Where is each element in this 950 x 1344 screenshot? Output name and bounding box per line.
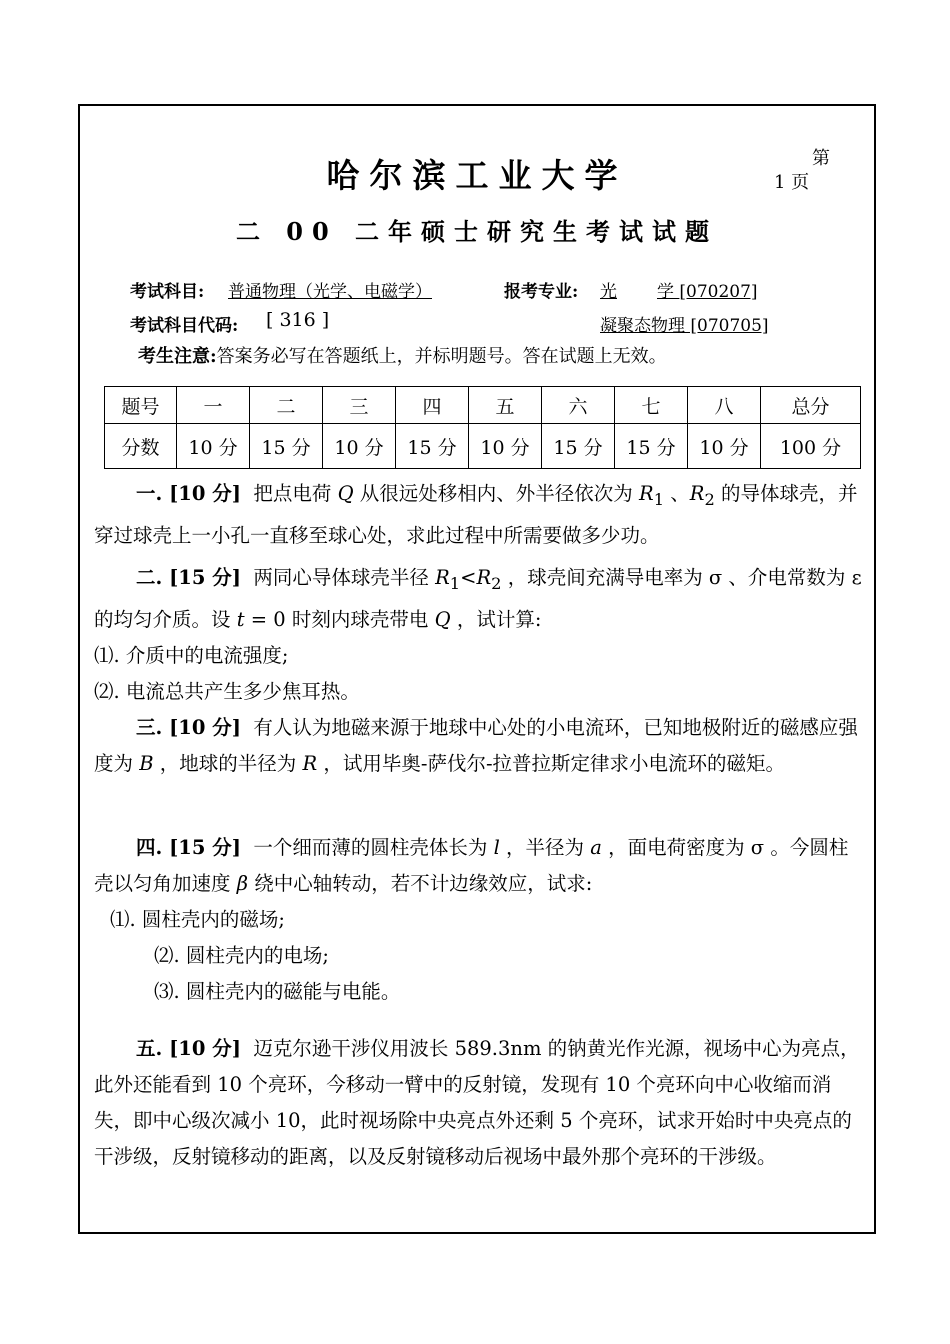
university-title: 哈尔滨工业大学 [326, 156, 628, 195]
exam-title: 二 00 二年硕士研究生考试试题 [235, 217, 719, 246]
table-cell: 15 分 [542, 424, 615, 469]
table-cell: 二 [250, 387, 323, 424]
variable: R [639, 482, 654, 505]
page-number: 1 页 [774, 172, 810, 193]
question-text: 的导体球壳，并穿过球壳上一小孔一直移至球心处，求此过程中所需要做多少功。 [94, 482, 858, 547]
table-cell: 一 [177, 387, 250, 424]
variable: l [493, 836, 500, 859]
variable: β [236, 872, 248, 895]
question-text: 绕中心轴转动，若不计边缘效应，试求: [254, 872, 593, 895]
variable: R [302, 752, 318, 775]
question-1-head: 一. [10 分] [136, 482, 241, 505]
question-3-head: 三. [10 分] [136, 716, 241, 739]
table-cell: 10 分 [469, 424, 542, 469]
variable: t [236, 607, 245, 631]
table-cell: 10 分 [177, 424, 250, 469]
code-label: 考试科目代码: [130, 316, 239, 336]
major-label: 报考专业: [504, 282, 579, 302]
score-table-header-row [105, 387, 861, 424]
question-text: ，半径为 [506, 836, 585, 859]
subscript: 1 [653, 489, 665, 509]
question-2-sub-1: ⑴. 介质中的电流强度; [94, 643, 289, 667]
subscript: 2 [704, 489, 715, 509]
question-3 [94, 710, 864, 782]
variable: R [476, 566, 492, 589]
question-text: 有人认为地磁来源于地球中心处的小电流环，已知地极附近的磁感应强度为 [94, 716, 858, 775]
subscript: 1 [449, 573, 461, 593]
question-text: < [460, 566, 477, 589]
table-cell: 八 [688, 387, 761, 424]
question-text: 、 [670, 482, 690, 505]
variable: Q [337, 482, 354, 505]
question-5-head: 五. [10 分] [136, 1037, 241, 1060]
major-1 [600, 277, 776, 302]
table-cell: 10 分 [323, 424, 396, 469]
question-4-sub-2: ⑵. 圆柱壳内的电场; [154, 944, 329, 967]
question-4-head: 四. [15 分] [136, 836, 241, 859]
variable: Q [434, 607, 451, 631]
table-cell: 15 分 [396, 424, 469, 469]
table-cell: 三 [323, 387, 396, 424]
question-text: 一个细而薄的圆柱壳体长为 [253, 836, 488, 859]
question-text: 从很远处移相内、外半径依次为 [359, 482, 633, 505]
score-table-score-row [105, 424, 861, 469]
question-text: = 0 时刻内球壳带电 [250, 607, 429, 631]
major-1-name: 光 [600, 282, 617, 302]
table-cell: 七 [615, 387, 688, 424]
table-cell: 四 [396, 387, 469, 424]
page-number-prefix: 第 [812, 148, 830, 169]
question-5 [94, 1031, 864, 1175]
table-cell: 15 分 [250, 424, 323, 469]
question-text: 两同心导体球壳半径 [253, 566, 429, 589]
table-cell: 分数 [105, 424, 177, 469]
subject-label: 考试科目: [130, 282, 205, 302]
table-cell: 题号 [105, 387, 177, 424]
subject-value: 普通物理（光学、电磁学） [228, 282, 432, 302]
score-table [104, 386, 861, 469]
major-1-code: [070207] [679, 282, 758, 302]
code-value: [ 316 ] [266, 309, 330, 331]
notice-text: 答案务必写在答题纸上，并标明题号。答在试题上无效。 [216, 346, 667, 367]
subscript: 2 [491, 573, 502, 593]
major-2: 凝聚态物理 [070705] [600, 316, 769, 336]
table-cell: 10 分 [688, 424, 761, 469]
table-cell: 五 [469, 387, 542, 424]
table-cell: 总分 [761, 387, 861, 424]
notice-label: 考生注意: [138, 346, 217, 367]
variable: R [689, 482, 705, 505]
question-text: ，地球的半径为 [159, 752, 297, 775]
question-text: 迈克尔逊干涉仪用波长 589.3nm 的钠黄光作光源，视场中心为亮点，此外还能看到 10 个亮环，今移动一臂中的反射镜，发现有 10 个亮环向中心收缩而消失，即中心级次减小 10，此时视场除中央亮点外还剩 5 个亮环，试求开始时中央亮点的干涉级，反射镜移动的距离，以及反射镜移动后视场中最外那个亮环的干涉级。 [94, 1037, 860, 1168]
question-text: ，面电荷密度为 σ 。今圆柱壳以匀角加速度 [94, 836, 849, 895]
variable: B [139, 752, 154, 775]
candidate-notice [138, 342, 667, 368]
question-text: ，球壳间充满导电率为 σ 、介电常数为 ε 的均匀介质。设 [94, 566, 862, 631]
variable: R [435, 566, 450, 589]
exam-page-frame [78, 104, 876, 1234]
question-text: ，试用毕奥-萨伐尔-拉普拉斯定律求小电流环的磁矩。 [323, 752, 786, 775]
question-4-sub-3: ⑶. 圆柱壳内的磁能与电能。 [154, 980, 401, 1003]
question-1 [94, 476, 864, 554]
variable: a [590, 836, 602, 859]
question-4-sub-1: ⑴. 圆柱壳内的磁场; [110, 908, 285, 931]
question-4 [94, 830, 864, 1010]
question-2-head: 二. [15 分] [136, 566, 241, 589]
question-text: ，试计算: [456, 607, 542, 631]
question-2 [94, 560, 864, 710]
question-2-sub-2: ⑵. 电流总共产生多少焦耳热。 [94, 679, 360, 703]
question-text: 把点电荷 [253, 482, 332, 505]
table-cell: 六 [542, 387, 615, 424]
table-cell: 15 分 [615, 424, 688, 469]
major-1-name2: 学 [657, 282, 674, 302]
table-cell: 100 分 [761, 424, 861, 469]
